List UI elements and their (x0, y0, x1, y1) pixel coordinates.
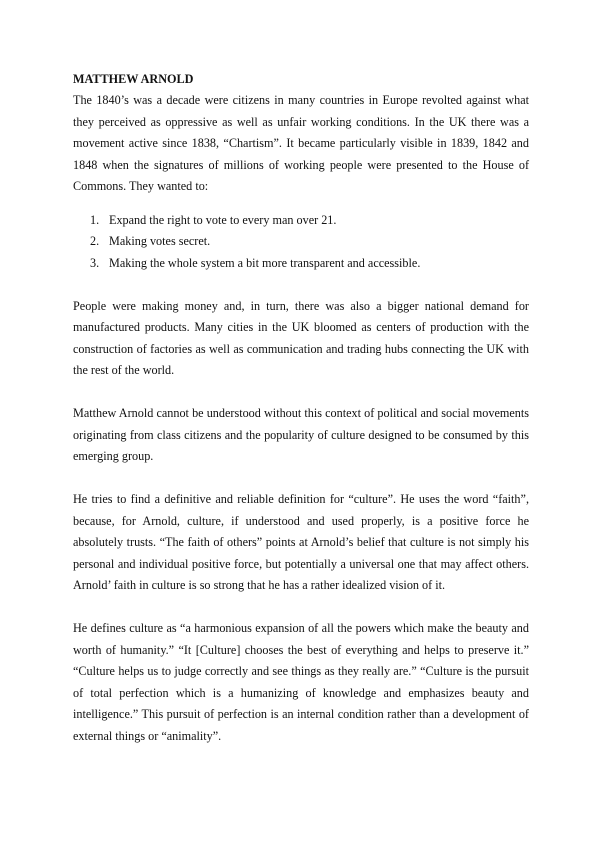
list-item-number: 2. (90, 234, 100, 248)
list-item (73, 210, 529, 232)
list-item-text: Making the whole system a bit more transparent and accessible. (109, 255, 421, 270)
definition-paragraph: He defines culture as “a harmonious expansion of all the powers which make the beauty and worth of humanity.” “It [Culture] chooses the best of everything and helps to preserve it.” “Culture helps us to judge correctly and see things as they really are.” “Culture is the pursuit of total perfection which is a humanizing of knowledge and emphasizes beauty and intelligence.” This pursuit of perfection is an internal condition rather than a development of external things or “animality”. (73, 621, 529, 743)
context-paragraph: Matthew Arnold cannot be understood without this context of political and social movements originating from class citizens and the popularity of culture designed to be consumed by this emerging group. (73, 406, 529, 463)
spacer (73, 274, 529, 296)
document-page (73, 69, 529, 747)
list-item-number: 3. (90, 255, 100, 270)
spacer (73, 382, 529, 404)
spacer (73, 468, 529, 490)
document-title: MATTHEW ARNOLD (73, 72, 194, 86)
spacer (73, 198, 529, 210)
chartism-demands-list (73, 210, 529, 275)
spacer (73, 597, 529, 619)
list-item-text: Expand the right to vote to every man over 21. (109, 212, 337, 227)
list-item-number: 1. (90, 212, 100, 227)
intro-paragraph: The 1840’s was a decade were citizens in many countries in Europe revolted against what they perceived as oppressive as well as unfair working conditions. In the UK there was a movement active since 1838, “Chartism”. It became particularly visible in 1839, 1842 and 1848 when the signatures of millions of working people were presented to the House of Commons. They wanted to: (73, 93, 529, 193)
economy-paragraph: People were making money and, in turn, there was also a bigger national demand for manufactured products. Many cities in the UK bloomed as centers of production with the construction of factories as well as communication and trading hubs connecting the UK with the rest of the world. (73, 298, 529, 377)
list-item (73, 231, 529, 253)
list-item (73, 253, 529, 275)
faith-paragraph: He tries to find a definitive and reliable definition for “culture”. He uses the word “faith”, because, for Arnold, culture, if understood and used properly, is a positive force he absolutely trusts. “The faith of others” points at Arnold’s belief that culture is not simply his personal and individual positive force, but potentially a universal one that may affect others. Arnold’ faith in culture is so strong that he has a rather idealized vision of it. (73, 492, 529, 592)
list-item-text: Making votes secret. (109, 234, 211, 248)
